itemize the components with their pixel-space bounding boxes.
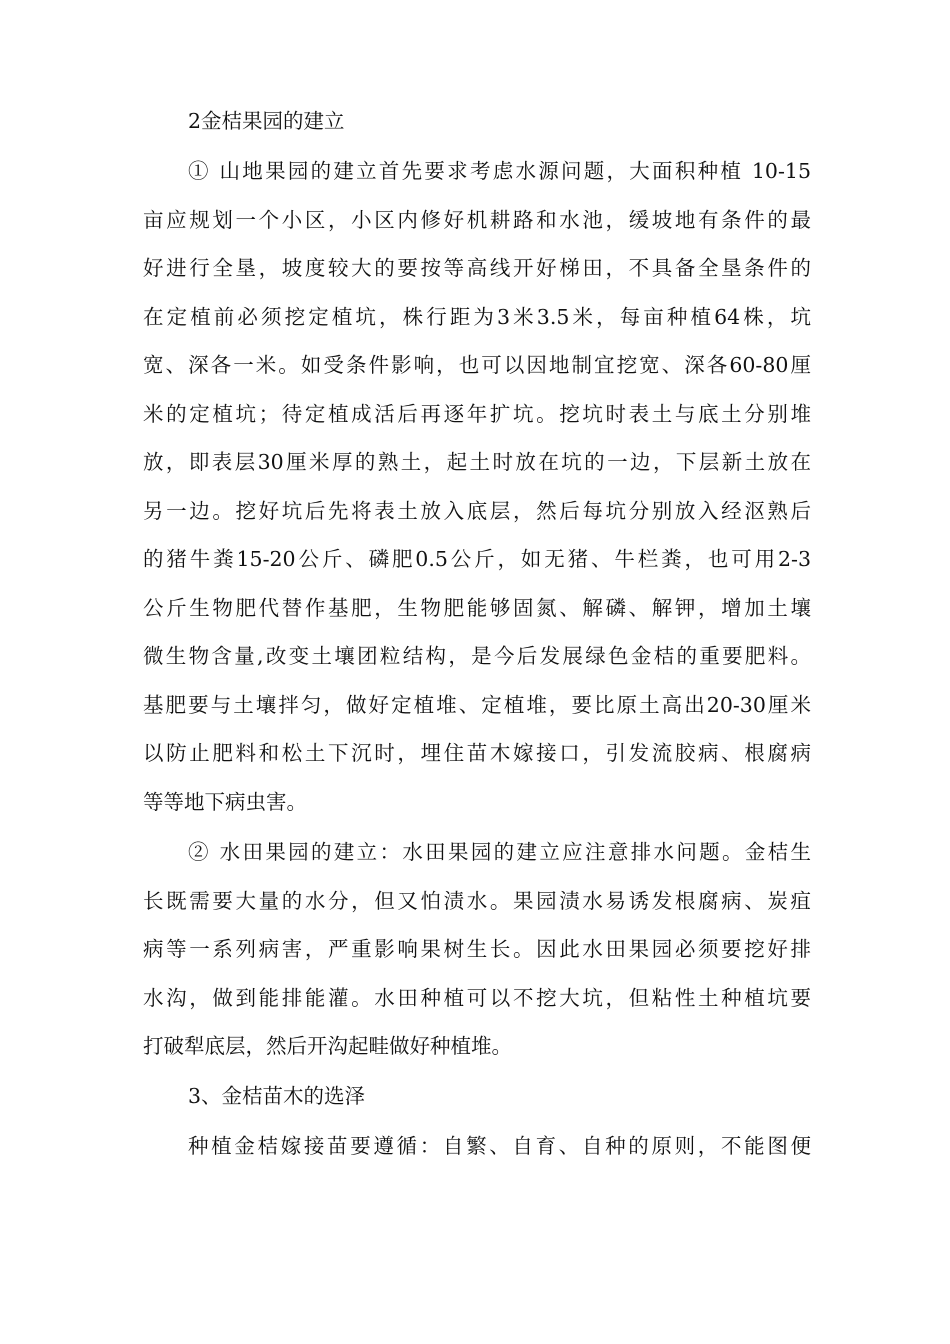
text-line: 基肥要与土壤拌匀，做好定植堆、定植堆，要比原土高出20-30厘米 (143, 692, 811, 717)
text-line: 另一边。挖好坑后先将表土放入底层，然后每坑分别放入经沤熟后 (143, 498, 811, 523)
text-line: 种植金桔嫁接苗要遵循：自繁、自育、自种的原则，不能图便 (188, 1133, 811, 1158)
text-line: 的猪牛粪15-20公斤、磷肥0.5公斤，如无猪、牛栏粪，也可用2-3 (143, 547, 811, 571)
text-line: 宽、深各一米。如受条件影响，也可以因地制宜挖宽、深各60-80厘 (143, 353, 811, 377)
text-line: 等等地下病虫害。 (143, 789, 307, 814)
paragraph-mountain-orchard (143, 147, 811, 826)
section-heading-orchard-establishment: 2金桔果园的建立 (188, 109, 345, 133)
text-line: 好进行全垦，坡度较大的要按等高线开好梯田，不具备全垦条件的 (143, 256, 811, 280)
text-line: 长既需要大量的水分，但又怕渍水。果园渍水易诱发根腐病、炭疽 (143, 888, 811, 913)
section-heading-seedling-selection: 3、金桔苗木的选泽 (188, 1083, 366, 1108)
text-line: 以防止肥料和松土下沉时，埋住苗木嫁接口，引发流胶病、根腐病 (143, 741, 811, 765)
text-line: 在定植前必须挖定植坑，株行距为3米3.5米，每亩种植64株，坑 (143, 304, 811, 329)
text-line: 病等一系列病害，严重影响果树生长。因此水田果园必须要挖好排 (143, 937, 811, 961)
document-body (143, 98, 811, 1172)
text-line: ② 水田果园的建立：水田果园的建立应注意排水问题。金桔生 (188, 840, 811, 864)
text-line: 亩应规划一个小区，小区内修好机耕路和水池，缓坡地有条件的最 (143, 207, 811, 232)
text-line: 微生物含量,改变土壤团粒结构，是今后发展绿色金桔的重要肥料。 (143, 644, 811, 668)
text-line: 打破犁底层，然后开沟起畦做好种植堆。 (143, 1034, 512, 1058)
text-line: 公斤生物肥代替作基肥，生物肥能够固氮、解磷、解钾，增加土壤 (143, 595, 811, 620)
paragraph-paddy-orchard (143, 828, 811, 1071)
text-line: 放，即表层30厘米厚的熟土，起土时放在坑的一边，下层新土放在 (143, 450, 811, 474)
paragraph-grafted-seedlings (143, 1122, 811, 1171)
text-line: 水沟，做到能排能灌。水田种植可以不挖大坑，但粘性土种植坑要 (143, 985, 811, 1010)
text-line: 米的定植坑；待定植成活后再逐年扩坑。挖坑时表土与底土分别堆 (143, 401, 811, 426)
text-line: ① 山地果园的建立首先要求考虑水源问题，大面积种植 10-15 (188, 159, 811, 183)
